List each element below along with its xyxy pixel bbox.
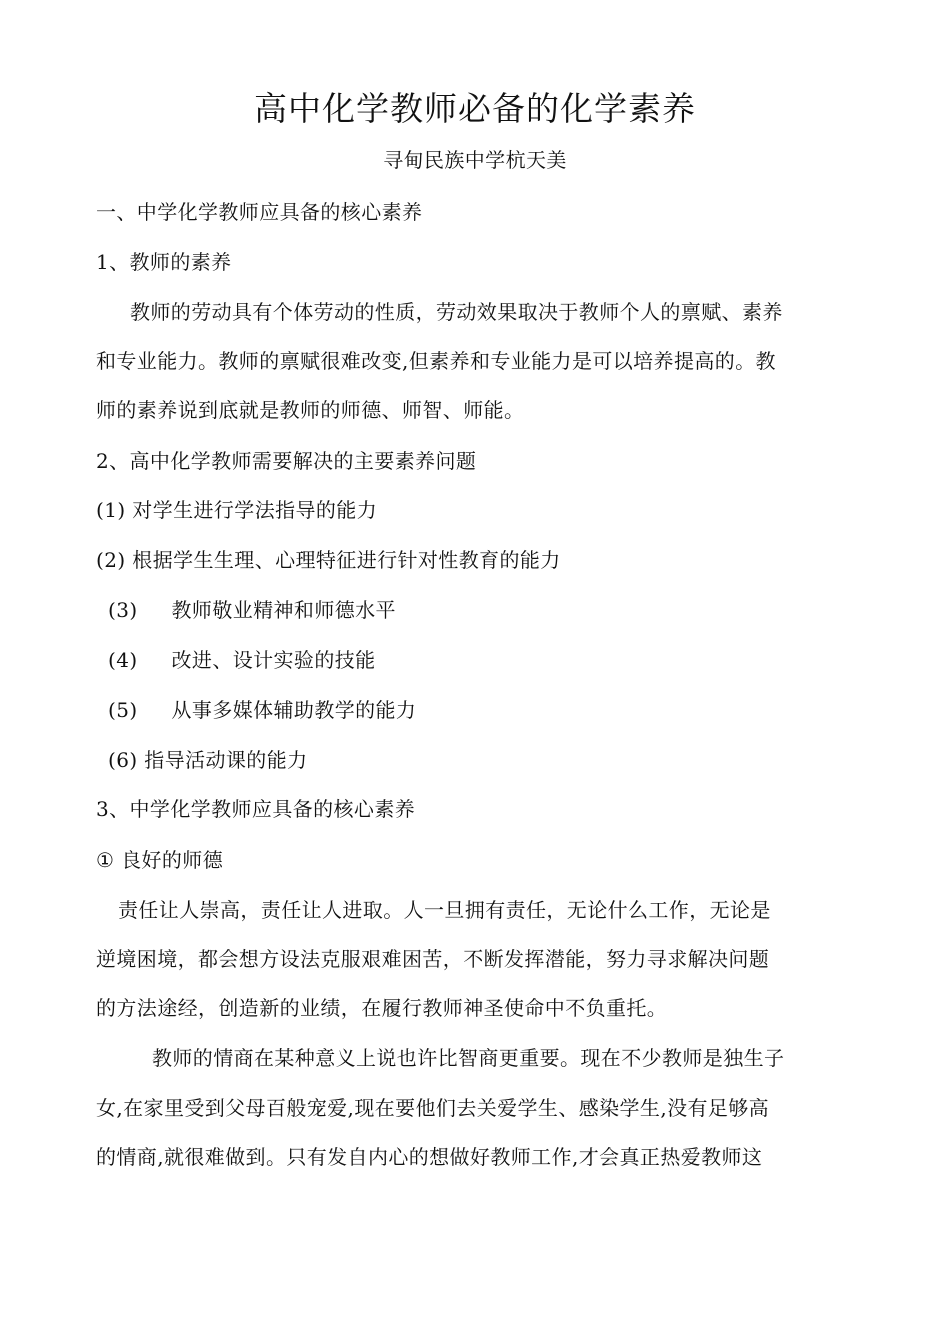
para3-line-2: 女,在家里受到父母百般宠爱,现在要他们去关爱学生、感染学生,没有足够高: [96, 1096, 770, 1120]
para1-line-3: 师的素养说到底就是教师的师德、师智、师能。: [96, 398, 525, 422]
list-item-text: 指导活动课的能力: [144, 748, 308, 772]
section1-heading: 一、中学化学教师应具备的核心素养: [96, 200, 423, 224]
sub3-heading: 3、中学化学教师应具备的核心素养: [96, 797, 416, 821]
list-item-number: (6): [108, 748, 138, 772]
list-item-2: [96, 548, 561, 572]
sub2-heading: 2、高中化学教师需要解决的主要素养问题: [96, 449, 477, 473]
para1-line-2: 和专业能力。教师的禀赋很难改变,但素养和专业能力是可以培养提高的。教: [96, 349, 776, 373]
list-item-text: 根据学生生理、心理特征进行针对性教育的能力: [132, 548, 561, 572]
para3-line-3: 的情商,就很难做到。只有发自内心的想做好教师工作,才会真正热爱教师这: [96, 1145, 763, 1169]
para2-line-2: 逆境困境，都会想方设法克服艰难困苦，不断发挥潜能，努力寻求解决问题: [96, 947, 770, 971]
list-item-6: [108, 748, 308, 772]
list-item-number: (5): [108, 698, 138, 722]
list-item-number: (4): [108, 648, 138, 672]
list-item-3: [108, 598, 396, 622]
para2-line-1: 责任让人崇高，责任让人进取。人一旦拥有责任，无论什么工作，无论是: [118, 898, 771, 922]
circle-item-1: [96, 848, 223, 872]
sub1-heading: 1、教师的素养: [96, 250, 232, 274]
circle-item-number: ①: [96, 848, 115, 872]
list-item-text: 从事多媒体辅助教学的能力: [171, 698, 417, 722]
list-item-number: (2): [96, 548, 126, 572]
para2-line-3: 的方法途经，创造新的业绩，在履行教师神圣使命中不负重托。: [96, 996, 668, 1020]
para3-line-1: 教师的情商在某种意义上说也许比智商更重要。现在不少教师是独生子: [152, 1046, 785, 1070]
document-title: 高中化学教师必备的化学素养: [254, 89, 696, 128]
circle-item-text: 良好的师德: [121, 848, 224, 872]
list-item-text: 对学生进行学法指导的能力: [132, 498, 378, 522]
list-item-text: 教师敬业精神和师德水平: [171, 598, 396, 622]
para1-line-1: 教师的劳动具有个体劳动的性质，劳动效果取决于教师个人的禀赋、素养: [130, 300, 783, 324]
list-item-5: [108, 698, 416, 722]
list-item-number: (1): [96, 498, 126, 522]
list-item-number: (3): [108, 598, 138, 622]
document-author: 寻甸民族中学杭天美: [383, 148, 567, 172]
list-item-text: 改进、设计实验的技能: [171, 648, 376, 672]
list-item-1: [96, 498, 377, 522]
list-item-4: [108, 648, 376, 672]
